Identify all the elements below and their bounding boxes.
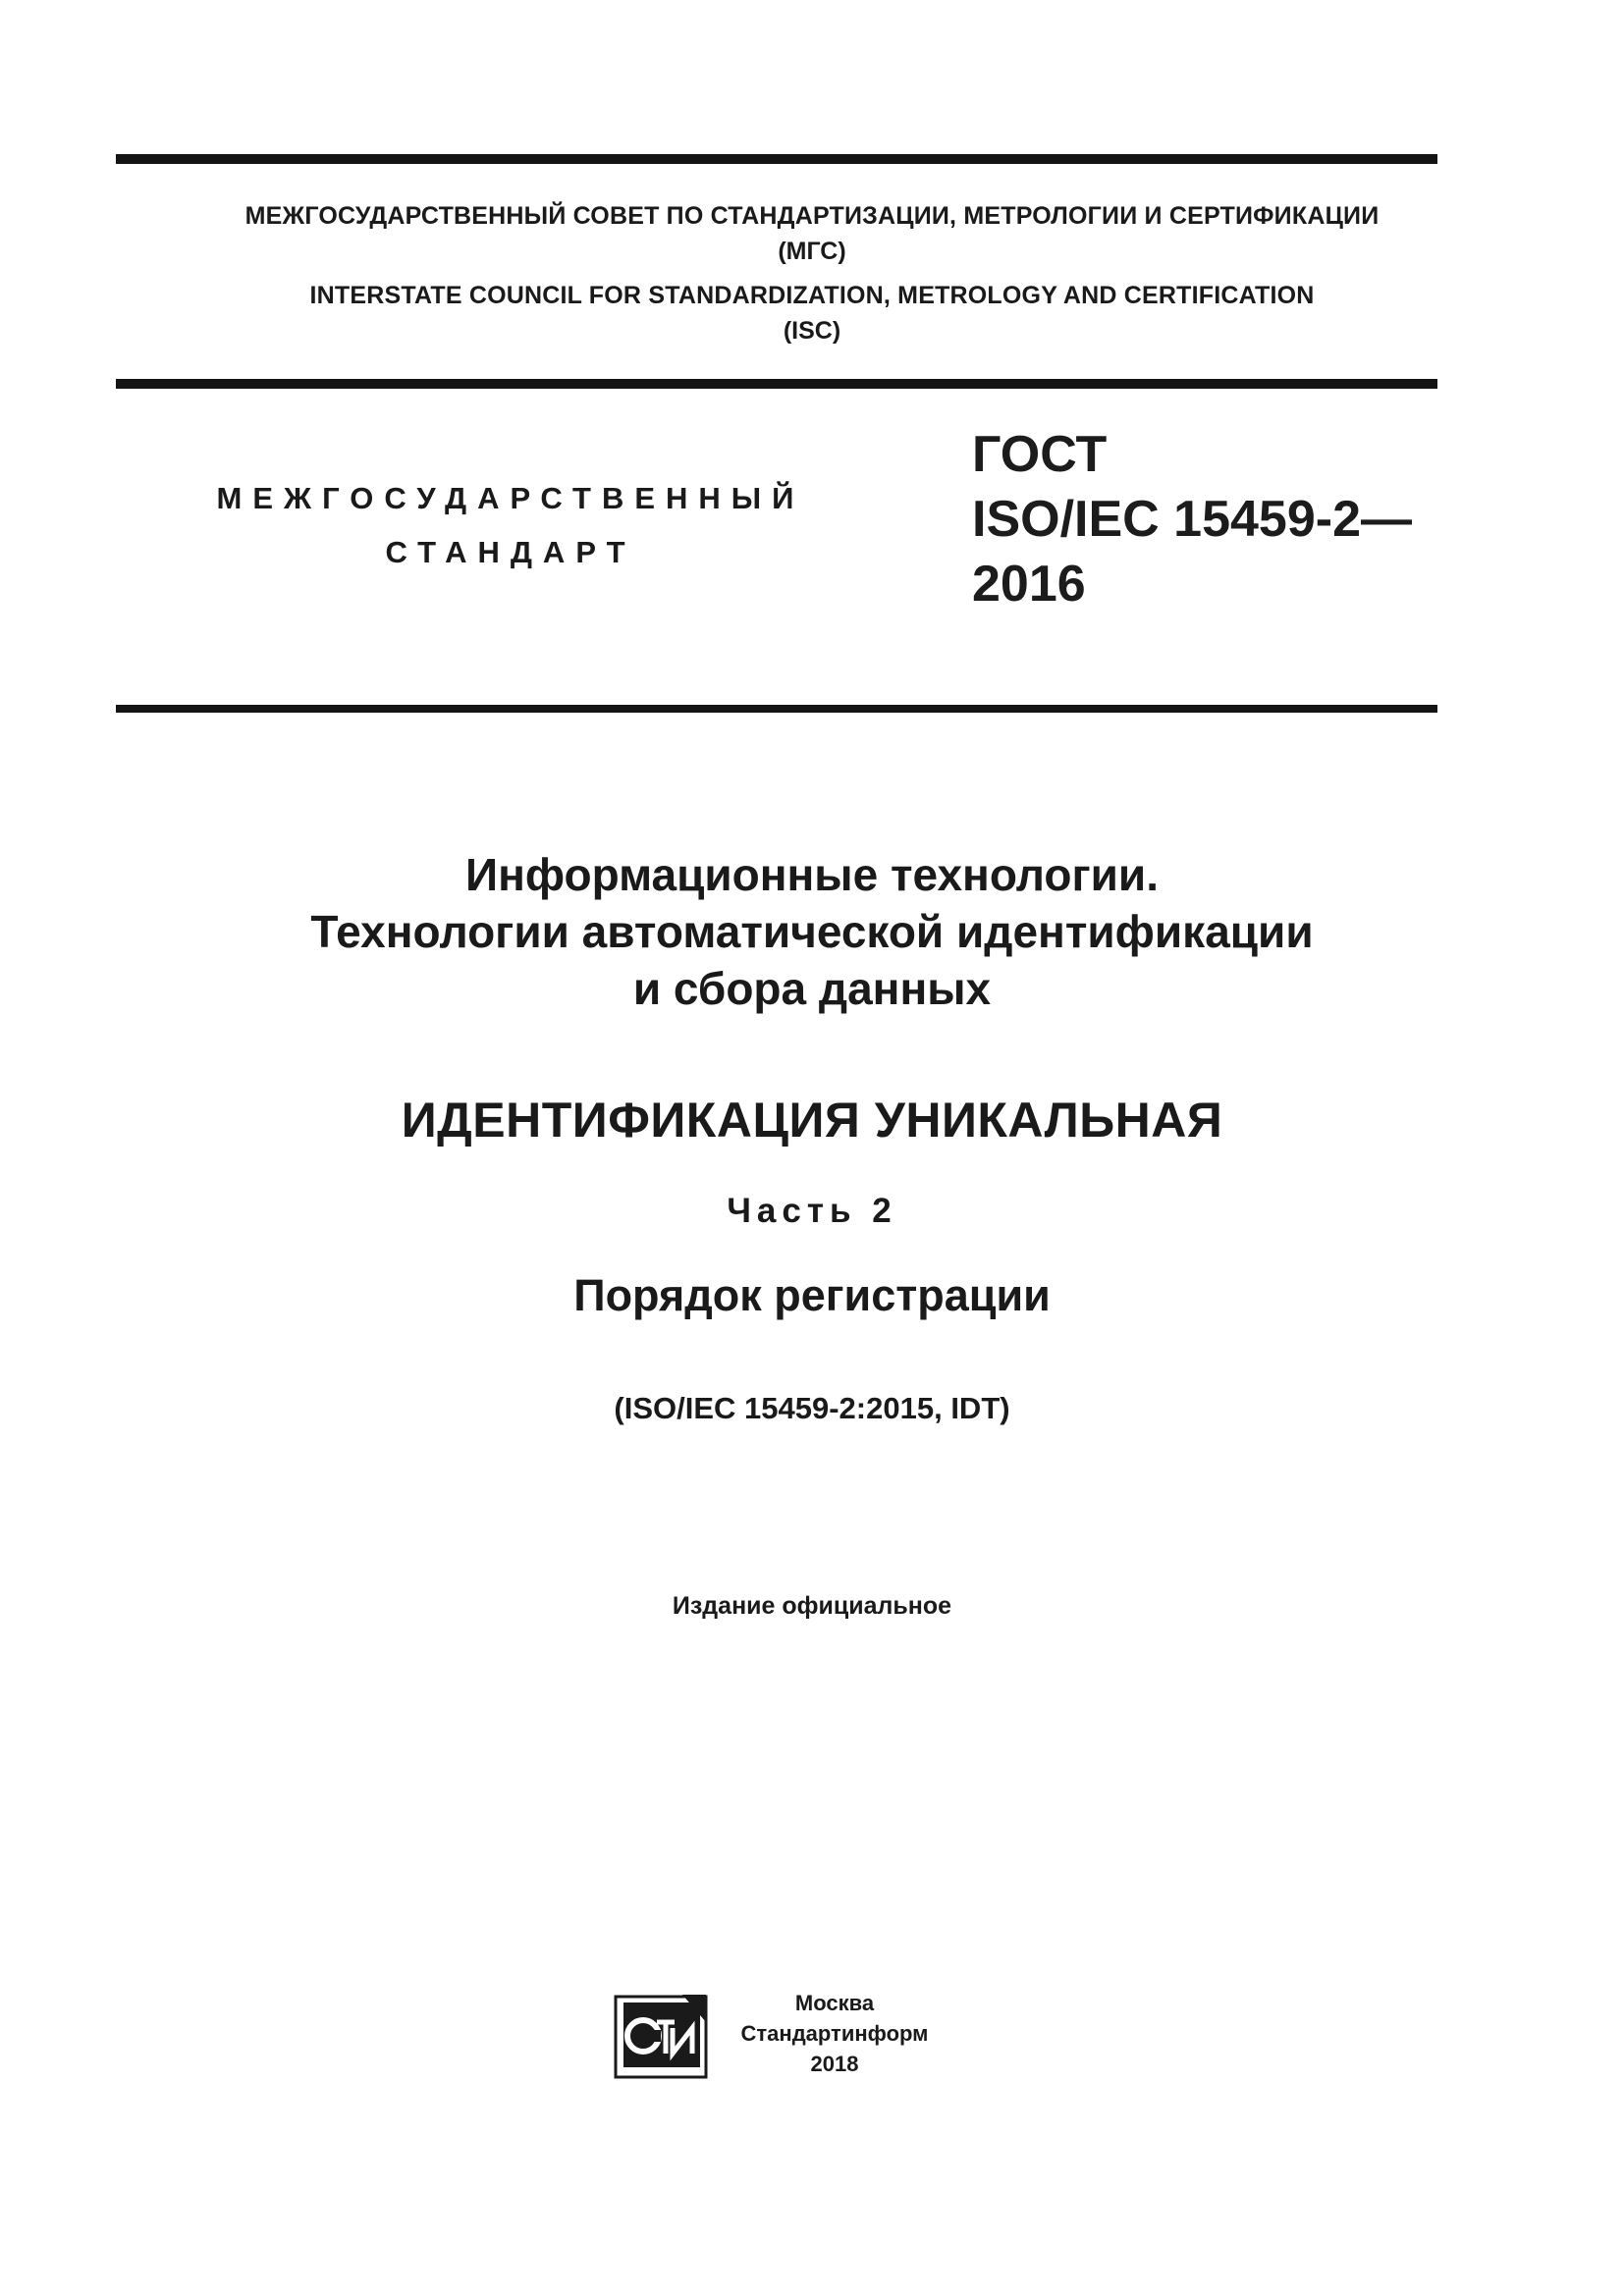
logo-text: СТИ — [661, 2075, 664, 2076]
bottom-rule — [116, 705, 1437, 713]
document-main-title: ИДЕНТИФИКАЦИЯ УНИКАЛЬНАЯ — [401, 1093, 1223, 1148]
council-name-en: INTERSTATE COUNCIL FOR STANDARDIZATION, METROLOGY AND CERTIFICATION — [309, 282, 1315, 309]
title-line2: Технологии автоматической идентификации — [310, 906, 1314, 957]
publisher-block — [722, 1988, 947, 2079]
gost-line2: ISO/IEC 15459-2— — [972, 491, 1412, 548]
gost-line3: 2016 — [972, 556, 1086, 613]
standartinform-logo-icon — [614, 1993, 708, 2079]
council-name-ru: МЕЖГОСУДАРСТВЕННЫЙ СОВЕТ ПО СТАНДАРТИЗАЦИИ, МЕТРОЛОГИИ И СЕРТИФИКАЦИИ — [244, 202, 1380, 230]
publisher-name: Стандартинформ — [740, 2021, 929, 2046]
gost-line1: ГОСТ — [972, 426, 1108, 483]
part-name: Порядок регистрации — [573, 1270, 1051, 1320]
edition-note: Издание официальное — [672, 1592, 952, 1620]
publisher-year: 2018 — [810, 2052, 859, 2076]
standard-type-line2: СТАНДАРТ — [385, 535, 636, 569]
middle-rule — [116, 379, 1437, 389]
publisher-city: Москва — [794, 1991, 875, 2015]
council-abbr-ru: (МГС) — [778, 238, 846, 265]
part-number: Часть 2 — [727, 1192, 897, 1230]
standard-type-line1: МЕЖГОСУДАРСТВЕННЫЙ — [216, 481, 805, 515]
title-line3: и сбора данных — [632, 963, 992, 1014]
iso-reference: (ISO/IEC 15459-2:2015, IDT) — [614, 1391, 1010, 1425]
standard-type-label — [191, 471, 830, 579]
top-rule — [116, 154, 1437, 164]
document-title — [0, 846, 1624, 1017]
title-line1: Информационные технологии. — [465, 849, 1159, 900]
council-abbr-en: (ISC) — [783, 317, 841, 345]
gost-designation — [972, 422, 1412, 616]
